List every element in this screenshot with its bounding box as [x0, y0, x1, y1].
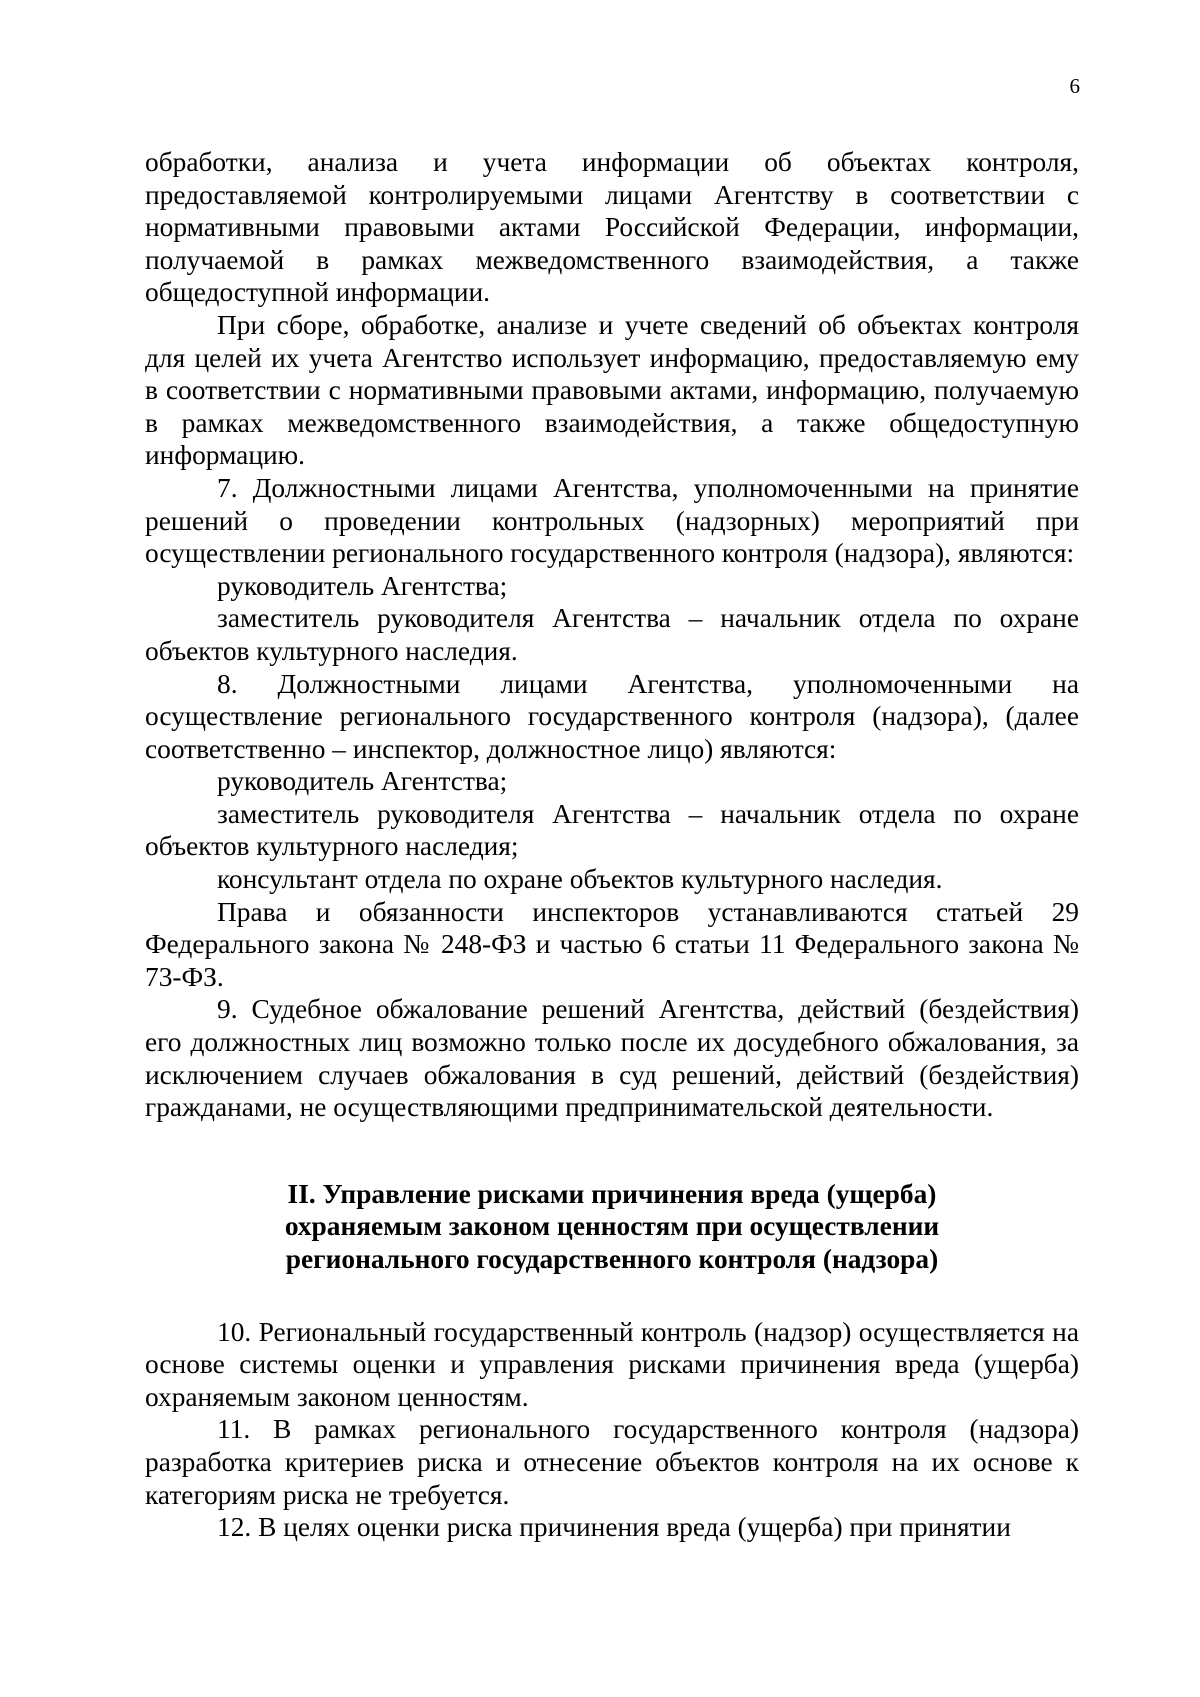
section-heading-line: охраняемым законом ценностям при осуществлении	[284, 1211, 940, 1242]
list-item: заместитель руководителя Агентства – начальник отдела по охране объектов культурного наследия;	[145, 798, 1079, 862]
paragraph-item-10: 10. Региональный государственный контроль (надзор) осуществляется на основе системы оценки и управления рисками причинения вреда (ущерба) охраняемым законом ценностям.	[145, 1316, 1079, 1412]
section-heading-line: регионального государственного контроля (надзора)	[285, 1244, 939, 1274]
paragraph: Права и обязанности инспекторов устанавливаются статьей 29 Федерального закона № 248-ФЗ и частью 6 статьи 11 Федерального закона № 73-ФЗ.	[145, 896, 1079, 992]
paragraph-item-8: 8. Должностными лицами Агентства, уполномоченными на осуществление регионального государственного контроля (надзора), (далее соответственно – инспектор, должностное лицо) являются:	[145, 668, 1079, 764]
section-heading	[145, 1178, 1079, 1276]
paragraph: При сборе, обработке, анализе и учете сведений об объектах контроля для целей их учета Агентство использует информацию, предоставляемую ему в соответствии с нормативными правовыми актами, информацию, получаемую в рамках межведомственного взаимодействия, а также общедоступную информацию.	[145, 309, 1079, 471]
page-number: 6	[1069, 74, 1080, 98]
paragraph-item-12: 12. В целях оценки риска причинения вреда (ущерба) при принятии	[217, 1512, 1011, 1543]
paragraph-item-7: 7. Должностными лицами Агентства, уполномоченными на принятие решений о проведении контрольных (надзорных) мероприятий при осуществлении регионального государственного контроля (надзора), являются:	[145, 472, 1079, 569]
list-item: руководитель Агентства;	[217, 766, 508, 797]
list-item: руководитель Агентства;	[217, 570, 508, 601]
paragraph-item-9: 9. Судебное обжалование решений Агентства, действий (бездействия) его должностных лиц возможно только после их досудебного обжалования, за исключением случаев обжалования в суд решений, действий (бездействия) гражданами, не осуществляющими предпринимательской деятельности.	[145, 994, 1079, 1123]
section-heading-line: II. Управление рисками причинения вреда (ущерба)	[287, 1178, 937, 1209]
paragraph: обработки, анализа и учета информации об объектах контроля, предоставляемой контролируемыми лицами Агентству в соответствии с нормативными правовыми актами Российской Федерации, информации, получаемой в рамках межведомственного взаимодействия, а также общедоступной информации.	[145, 147, 1079, 308]
paragraph-item-11: 11. В рамках регионального государственного контроля (надзора) разработка критериев риска и отнесение объектов контроля на их основе к категориям риска не требуется.	[145, 1414, 1079, 1510]
page-content	[145, 146, 1079, 1544]
list-item: консультант отдела по охране объектов культурного наследия.	[217, 864, 943, 895]
list-item: заместитель руководителя Агентства – начальник отдела по охране объектов культурного наследия.	[145, 603, 1079, 666]
